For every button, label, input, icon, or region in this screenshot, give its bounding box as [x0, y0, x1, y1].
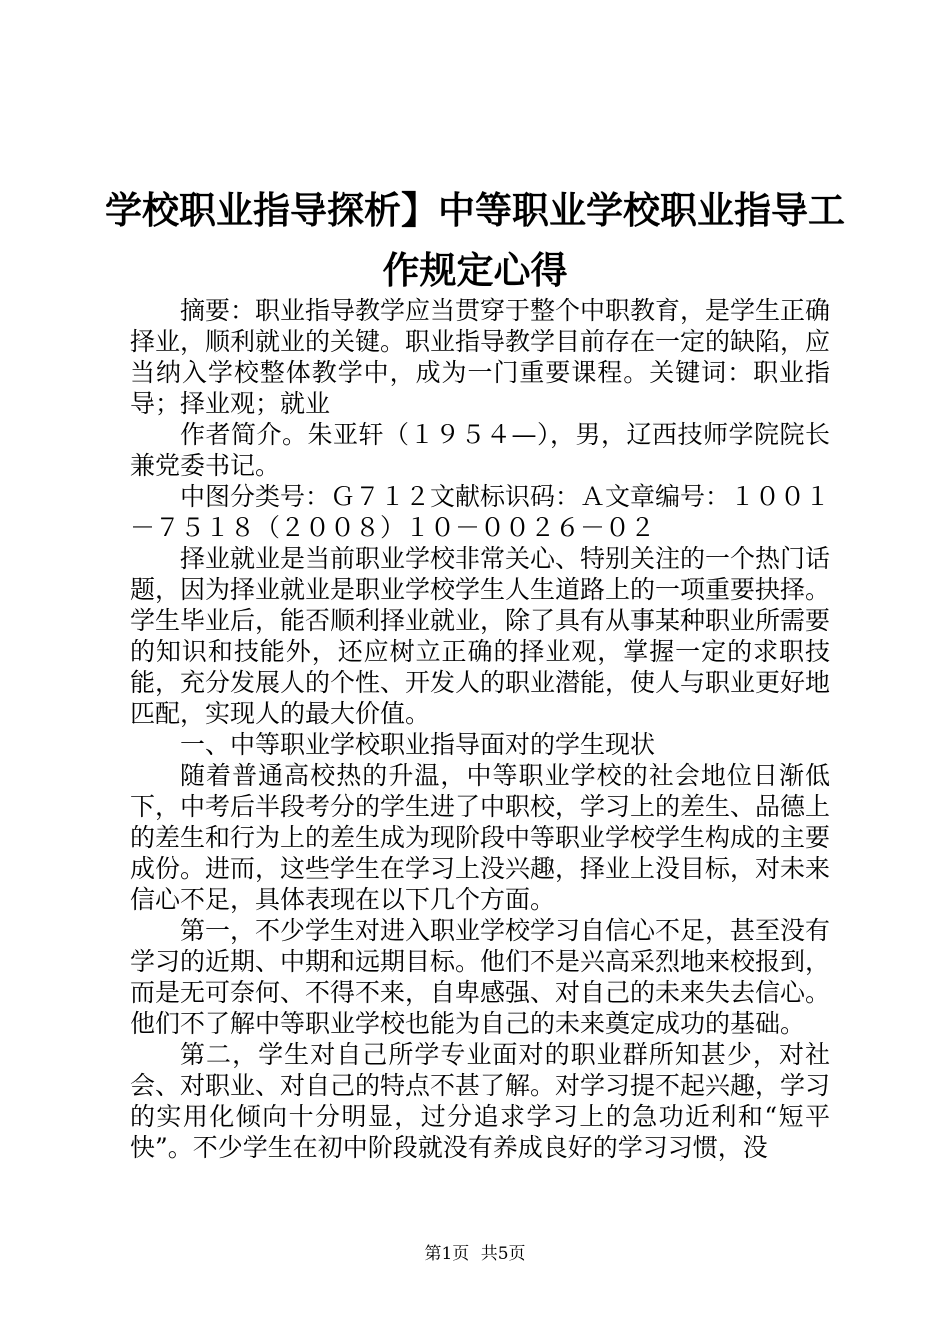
document-body — [130, 295, 830, 1163]
document-title-line-2: 作规定心得 — [382, 249, 568, 292]
paragraph-first-point: 第一，不少学生对进入职业学校学习自信心不足，甚至没有学习的近期、中期和远期目标。他们不是兴高采烈地来校报到，而是无可奈何、不得不来，自卑感强、对自己的未来失去信心。他们不了解中等职业学校也能为自己的未来奠定成功的基础。 — [130, 916, 831, 1038]
paragraph-author: 作者简介。朱亚轩（１９５４—），男，辽西技师学院院长兼党委书记。 — [130, 420, 830, 480]
section-heading: 一、中等职业学校职业指导面对的学生现状 — [180, 730, 656, 759]
page-footer — [0, 1246, 950, 1263]
paragraph-second-point: 第二，学生对自己所学专业面对的职业群所知甚少，对社会、对职业、对自己的特点不甚了解。对学习提不起兴趣，学习的实用化倾向十分明显，过分追求学习上的急功近利和“短平快”。不少学生在初中阶段就没有养成良好的学习习惯，没 — [130, 1040, 831, 1162]
page-number: 第1页 — [424, 1244, 470, 1264]
paragraph-abstract: 摘要：职业指导教学应当贯穿于整个中职教育，是学生正确择业，顺利就业的关键。职业指导教学目前存在一定的缺陷，应当纳入学校整体教学中，成为一门重要课程。关键词：职业指导；择业观；就业 — [130, 296, 831, 418]
paragraph-intro: 择业就业是当前职业学校非常关心、特别关注的一个热门话题，因为择业就业是职业学校学生人生道路上的一项重要抉择。学生毕业后，能否顺利择业就业，除了具有从事某种职业所需要的知识和技能外，还应树立正确的择业观，掌握一定的求职技能，充分发展人的个性、开发人的职业潜能，使人与职业更好地匹配，实现人的最大价值。 — [130, 544, 831, 728]
document-title-line-1: 学校职业指导探析】中等职业学校职业指导工 — [105, 189, 845, 232]
paragraph-classification: 中图分类号：Ｇ７１２文献标识码：Ａ文章编号：１００１－７５１８（２００８）１０－００２６－０２ — [130, 482, 831, 542]
paragraph-situation: 随着普通高校热的升温，中等职业学校的社会地位日渐低下，中考后半段考分的学生进了中职校，学习上的差生、品德上的差生和行为上的差生成为现阶段中等职业学校学生构成的主要成份。进而，这些学生在学习上没兴趣，择业上没目标，对未来信心不足，具体表现在以下几个方面。 — [130, 761, 831, 914]
page-total: 共5页 — [480, 1244, 526, 1264]
